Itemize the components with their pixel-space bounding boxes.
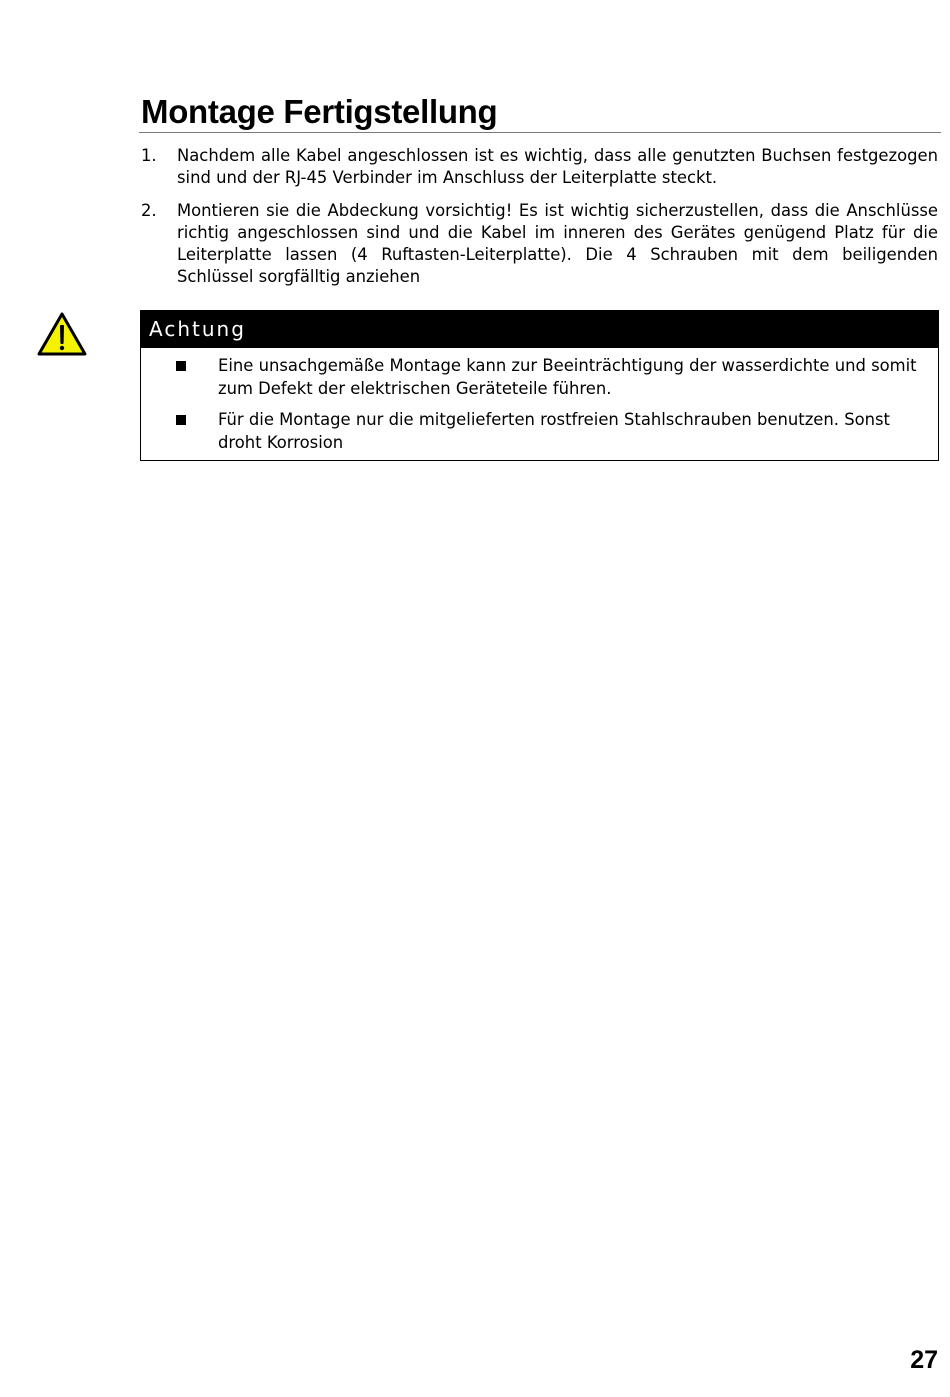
caution-box [140,310,939,461]
page-number: 27 [910,1346,938,1374]
step-number: 1. [141,146,157,165]
step-number: 2. [141,201,157,220]
page-title: Montage Fertigstellung [141,93,498,130]
caution-item-text: Für die Montage nur die mitgelieferten rostfreien Stahlschrauben benutzen. Sonst droht Korrosion [218,410,890,452]
caution-list [141,348,938,460]
caution-item [141,355,918,400]
step-text: Montieren sie die Abdeckung vorsichtig! Es ist wichtig sicherzustellen, dass die Anschlüsse richtig angeschlossen sind und die Kabel im inneren des Gerätes genügend Platz für die Leiterplatte lassen (4 Ruftasten-Leiterplatte). Die 4 Schrauben mit dem beiligenden Schlüssel sorgfälltig anziehen [177,201,938,286]
caution-item [141,409,918,454]
step-item [141,200,938,288]
warning-triangle-icon [37,312,87,356]
step-item [141,145,938,189]
title-divider [139,132,941,133]
square-bullet-icon [176,361,186,371]
assembly-steps-list [141,145,938,299]
caution-item-text: Eine unsachgemäße Montage kann zur Beeinträchtigung der wasserdichte und somit zum Defekt der elektrischen Geräteteile führen. [218,356,917,398]
square-bullet-icon [176,415,186,425]
caution-header: Achtung [141,311,938,348]
step-text: Nachdem alle Kabel angeschlossen ist es wichtig, dass alle genutzten Buchsen festgezogen sind und der RJ-45 Verbinder im Anschluss der Leiterplatte steckt. [177,146,938,187]
